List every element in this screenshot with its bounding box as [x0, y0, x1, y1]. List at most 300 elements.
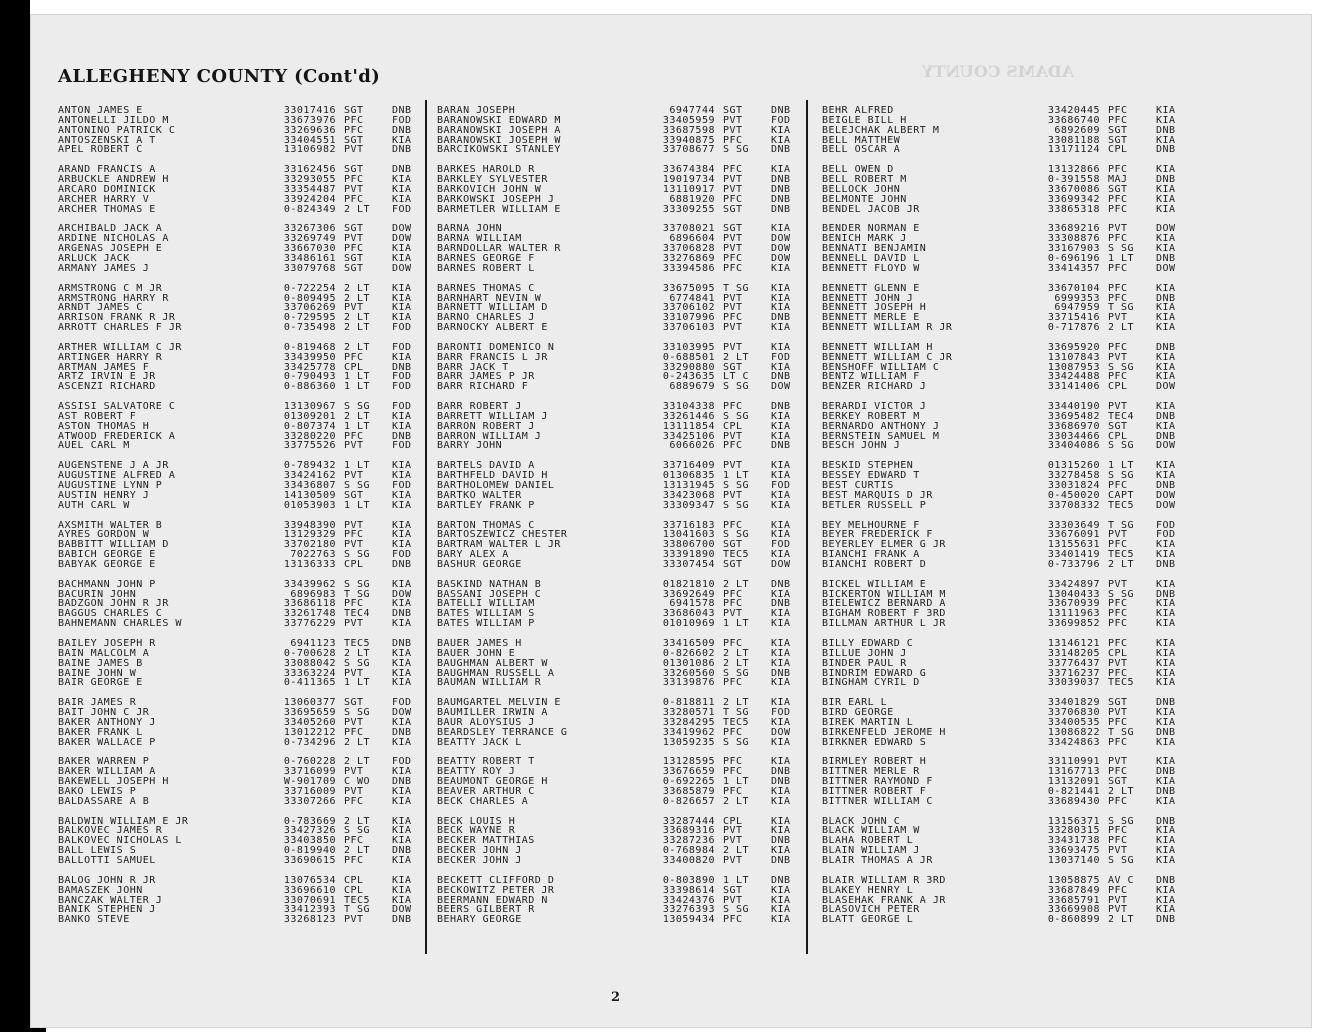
- roster-entry: [822, 412, 1190, 422]
- roster-entry: [58, 441, 426, 451]
- entry-serial: 33394586: [662, 262, 715, 274]
- entry-name: AXSMITH WALTER B: [58, 520, 163, 531]
- roster-entry: [437, 165, 805, 175]
- roster-entry: [822, 402, 1190, 412]
- entry-serial: 33363224: [283, 667, 336, 679]
- roster-entry: [822, 303, 1190, 313]
- entry-serial: 33424376: [662, 894, 715, 906]
- roster-entry: [822, 550, 1190, 560]
- roster-entry: [822, 728, 1190, 738]
- roster-entry: [437, 254, 805, 264]
- entry-name: BLACK WILLIAM W: [822, 826, 920, 837]
- entry-grade: 2 LT: [1108, 785, 1135, 797]
- entry-grade: PFC: [344, 598, 364, 610]
- entry-grade: S SG: [1108, 440, 1135, 452]
- roster-entry: [437, 264, 805, 274]
- entry-name: BARKOWSKI JOSEPH J: [437, 194, 555, 205]
- roster-entry: [58, 461, 426, 471]
- entry-serial: 13128595: [662, 756, 715, 768]
- entry-serial: 33309255: [662, 203, 715, 215]
- entry-status: DNB: [1156, 726, 1176, 738]
- entry-status: KIA: [1156, 736, 1176, 748]
- name-group: [58, 876, 426, 925]
- entry-name: BELEJCHAK ALBERT M: [822, 125, 940, 136]
- entry-grade: PVT: [1108, 845, 1128, 857]
- entry-status: KIA: [392, 302, 412, 314]
- entry-status: KIA: [392, 420, 412, 432]
- entry-serial: 33674384: [662, 164, 715, 176]
- entry-status: KIA: [1156, 243, 1176, 255]
- entry-grade: PFC: [1108, 736, 1128, 748]
- entry-status: KIA: [771, 697, 791, 709]
- name-group: [437, 402, 805, 451]
- name-group: [822, 757, 1190, 806]
- entry-status: KIA: [1156, 618, 1176, 630]
- entry-serial: 33715416: [1047, 312, 1100, 324]
- entry-grade: PVT: [1108, 312, 1128, 324]
- entry-grade: PFC: [1108, 292, 1128, 304]
- entry-serial: 33673976: [283, 114, 336, 126]
- entry-status: KIA: [392, 252, 412, 264]
- entry-serial: 13131945: [662, 480, 715, 491]
- entry-serial: 6889679: [669, 381, 715, 393]
- entry-name: BEYERLEY ELMER G JR: [822, 540, 946, 551]
- roster-entry: [58, 905, 426, 915]
- entry-name: BENNETT FLOYD W: [822, 263, 920, 274]
- entry-name: BITTNER RAYMOND F: [822, 777, 933, 787]
- entry-grade: PVT: [723, 174, 743, 186]
- entry-status: KIA: [1156, 647, 1176, 659]
- entry-serial: 13129329: [283, 529, 336, 541]
- entry-name: ARBUCKLE ANDREW H: [58, 175, 169, 185]
- entry-status: KIA: [771, 637, 791, 649]
- entry-name: BAIR JAMES R: [58, 698, 137, 709]
- roster-entry: [58, 550, 426, 560]
- entry-grade: T SG: [1108, 302, 1135, 314]
- entry-name: ARGENAS JOSEPH E: [58, 244, 163, 254]
- entry-serial: 33303649: [1047, 519, 1100, 531]
- entry-serial: 33307266: [283, 795, 336, 807]
- entry-name: BARKLEY SYLVESTER: [437, 175, 548, 185]
- entry-serial: 0-826657: [662, 795, 715, 807]
- entry-serial: 19019734: [662, 174, 715, 186]
- entry-status: KIA: [1156, 282, 1176, 294]
- roster-entry: [822, 343, 1190, 353]
- entry-grade: T SG: [1108, 726, 1135, 738]
- entry-grade: PFC: [1108, 262, 1128, 274]
- entry-serial: 33689216: [1047, 223, 1100, 235]
- entry-status: KIA: [1156, 539, 1176, 551]
- entry-serial: 33699852: [1047, 618, 1100, 630]
- entry-status: KIA: [392, 499, 412, 511]
- entry-name: BEHARY GEORGE: [437, 915, 522, 926]
- entry-serial: 7022763: [290, 549, 336, 561]
- entry-serial: 33669908: [1047, 904, 1100, 916]
- entry-serial: 33039037: [1047, 677, 1100, 689]
- entry-name: BICKEL WILLIAM E: [822, 579, 927, 590]
- entry-grade: PFC: [1108, 825, 1128, 837]
- entry-serial: 33110991: [1047, 756, 1100, 768]
- entry-name: BALDWIN WILLIAM E JR: [58, 816, 189, 827]
- roster-entry: [58, 136, 426, 146]
- roster-entry: [822, 767, 1190, 777]
- entry-grade: PVT: [344, 440, 364, 452]
- entry-name: BLASOVICH PETER: [822, 905, 920, 916]
- entry-grade: PFC: [723, 588, 743, 600]
- roster-entry: [58, 205, 426, 215]
- entry-name: BIRKENFELD JEROME H: [822, 727, 946, 738]
- roster-entry: [58, 787, 426, 797]
- entry-serial: 13012212: [283, 726, 336, 738]
- entry-grade: S SG: [344, 657, 371, 669]
- entry-grade: PFC: [723, 312, 743, 324]
- entry-grade: PFC: [1108, 667, 1128, 679]
- roster-entry: [58, 590, 426, 600]
- roster-entry: [437, 718, 805, 728]
- roster-entry: [822, 126, 1190, 136]
- entry-grade: S SG: [723, 736, 750, 748]
- name-group: [822, 876, 1190, 925]
- name-group: [437, 224, 805, 273]
- roster-entry: [822, 323, 1190, 333]
- entry-grade: S SG: [1108, 361, 1135, 373]
- entry-grade: PFC: [344, 855, 364, 866]
- name-group: [822, 284, 1190, 333]
- entry-grade: 2 LT: [723, 657, 750, 669]
- entry-grade: AV C: [1108, 874, 1135, 886]
- entry-status: FOD: [392, 401, 412, 413]
- roster-entry: [58, 106, 426, 116]
- entry-serial: 01010969: [662, 618, 715, 630]
- entry-grade: TEC4: [1108, 410, 1135, 422]
- entry-name: BARTRAM WALTER L JR: [437, 540, 561, 551]
- entry-serial: 6896604: [669, 233, 715, 245]
- entry-name: BANCZAK WALTER J: [58, 895, 163, 906]
- entry-status: KIA: [771, 410, 791, 422]
- entry-status: KIA: [771, 470, 791, 482]
- roster-entry: [58, 432, 426, 442]
- entry-status: KIA: [771, 549, 791, 561]
- entry-serial: 6999353: [1054, 292, 1100, 304]
- entry-name: BAKO LEWIS P: [58, 786, 137, 797]
- entry-serial: 33440190: [1047, 401, 1100, 413]
- roster-entry: [437, 826, 805, 836]
- entry-grade: PVT: [1108, 904, 1128, 916]
- entry-status: KIA: [392, 618, 412, 630]
- entry-grade: PFC: [1108, 884, 1128, 896]
- entry-serial: 33423068: [662, 489, 715, 501]
- entry-grade: CPL: [344, 874, 364, 886]
- roster-entry: [822, 195, 1190, 205]
- entry-status: DNB: [771, 578, 791, 590]
- entry-name: BABBITT WILLIAM D: [58, 540, 169, 551]
- entry-serial: 33924204: [283, 193, 336, 205]
- entry-grade: 1 LT: [723, 470, 750, 482]
- entry-status: FOD: [392, 756, 412, 768]
- entry-name: ARTHER WILLIAM C JR: [58, 342, 182, 353]
- entry-serial: 33689430: [1047, 795, 1100, 807]
- entry-status: DNB: [1156, 124, 1176, 136]
- entry-status: KIA: [392, 855, 412, 866]
- entry-serial: 33676091: [1047, 529, 1100, 541]
- entry-status: KIA: [392, 351, 412, 363]
- entry-grade: T SG: [344, 588, 371, 600]
- roster-entry: [58, 708, 426, 718]
- entry-name: ANTON JAMES E: [58, 106, 143, 116]
- entry-grade: PFC: [723, 637, 743, 649]
- roster-entry: [58, 343, 426, 353]
- entry-status: KIA: [1156, 233, 1176, 245]
- entry-grade: PFC: [1108, 114, 1128, 126]
- entry-status: KIA: [1156, 361, 1176, 373]
- entry-serial: 33708332: [1047, 499, 1100, 511]
- entry-status: DNB: [1156, 292, 1176, 304]
- roster-entry: [822, 422, 1190, 432]
- entry-grade: TEC5: [1108, 677, 1135, 689]
- entry-name: ARTMAN JAMES F: [58, 362, 150, 373]
- roster-entry: [822, 619, 1190, 629]
- entry-name: BATELLI WILLIAM: [437, 599, 535, 610]
- entry-serial: 0-809495: [283, 292, 336, 304]
- entry-grade: TEC5: [344, 637, 371, 649]
- entry-status: KIA: [392, 183, 412, 195]
- entry-serial: 33686043: [662, 608, 715, 620]
- entry-name: ARCARO DOMINICK: [58, 184, 156, 195]
- entry-grade: PFC: [1108, 164, 1128, 176]
- entry-name: BARCIKOWSKI STANLEY: [437, 145, 561, 156]
- entry-status: KIA: [1156, 855, 1176, 866]
- entry-serial: 33276393: [662, 904, 715, 916]
- entry-status: DNB: [771, 401, 791, 413]
- roster-entry: [58, 234, 426, 244]
- entry-name: BERKEY ROBERT M: [822, 411, 920, 422]
- roster-entry: [58, 412, 426, 422]
- entry-status: DNB: [1156, 914, 1176, 926]
- roster-entry: [437, 886, 805, 896]
- roster-entry: [822, 560, 1190, 570]
- entry-grade: SGT: [1108, 776, 1128, 788]
- entry-grade: PVT: [344, 183, 364, 195]
- entry-status: KIA: [1156, 105, 1176, 116]
- entry-name: ANTONINO PATRICK C: [58, 125, 176, 136]
- entry-status: KIA: [1156, 716, 1176, 728]
- entry-name: BAKER WARREN P: [58, 757, 150, 768]
- entry-grade: PFC: [723, 726, 743, 738]
- entry-name: BAINE JOHN W: [58, 668, 137, 679]
- roster-entry: [437, 599, 805, 609]
- entry-serial: 33865318: [1047, 203, 1100, 215]
- entry-serial: 33269749: [283, 233, 336, 245]
- roster-entry: [822, 876, 1190, 886]
- entry-serial: 33287444: [662, 815, 715, 827]
- name-group: [822, 461, 1190, 510]
- entry-name: BEHR ALFRED: [822, 106, 894, 116]
- entry-serial: 33088042: [283, 657, 336, 669]
- entry-grade: PFC: [1108, 480, 1128, 491]
- roster-entry: [437, 678, 805, 688]
- entry-name: ARNDT JAMES C: [58, 303, 143, 314]
- roster-entry: [822, 175, 1190, 185]
- entry-name: ARMSTRONG HARRY R: [58, 293, 169, 304]
- entry-status: KIA: [1156, 470, 1176, 482]
- entry-serial: 33424863: [1047, 736, 1100, 748]
- roster-entry: [437, 590, 805, 600]
- entry-status: DOW: [1156, 440, 1176, 452]
- entry-name: BIRKNER EDWARD S: [822, 737, 927, 748]
- scan-edge-left: [0, 0, 30, 1032]
- entry-status: DOW: [392, 262, 412, 274]
- entry-serial: 33695920: [1047, 341, 1100, 353]
- entry-serial: 0-886360: [283, 381, 336, 393]
- entry-grade: 2 LT: [723, 795, 750, 807]
- entry-status: FOD: [392, 203, 412, 215]
- roster-entry: [822, 678, 1190, 688]
- entry-grade: T SG: [1108, 519, 1135, 531]
- roster-entry: [437, 876, 805, 886]
- entry-name: ARAND FRANCIS A: [58, 165, 156, 176]
- entry-grade: PFC: [723, 785, 743, 797]
- roster-entry: [437, 234, 805, 244]
- entry-serial: 33424897: [1047, 578, 1100, 590]
- entry-status: FOD: [771, 480, 791, 491]
- entry-serial: 33716409: [662, 460, 715, 472]
- entry-grade: S SG: [723, 667, 750, 679]
- entry-status: DNB: [771, 312, 791, 324]
- entry-grade: SGT: [723, 105, 743, 116]
- entry-status: KIA: [392, 716, 412, 728]
- entry-grade: S SG: [344, 549, 371, 561]
- roster-entry: [437, 471, 805, 481]
- entry-status: DNB: [392, 776, 412, 788]
- name-group: [437, 639, 805, 688]
- entry-status: KIA: [1156, 351, 1176, 363]
- roster-entry: [822, 718, 1190, 728]
- entry-serial: 33269636: [283, 124, 336, 136]
- entry-grade: SGT: [723, 361, 743, 373]
- roster-entry: [437, 116, 805, 126]
- entry-name: BILLMAN ARTHUR L JR: [822, 619, 946, 629]
- entry-name: BACURIN JOHN: [58, 589, 137, 600]
- entry-status: KIA: [771, 519, 791, 531]
- entry-grade: CPL: [1108, 647, 1128, 659]
- entry-status: DNB: [1156, 174, 1176, 186]
- entry-serial: 13146121: [1047, 637, 1100, 649]
- roster-entry: [58, 402, 426, 412]
- entry-name: BARANOWSKI JOSEPH A: [437, 125, 561, 136]
- entry-status: DOW: [392, 223, 412, 235]
- entry-serial: 33806700: [662, 539, 715, 551]
- entry-status: DNB: [1156, 785, 1176, 797]
- entry-name: BARTHOLOMEW DANIEL: [437, 481, 555, 491]
- column-divider: [806, 100, 808, 954]
- entry-grade: SGT: [723, 558, 743, 570]
- entry-name: BEY MELHOURNE F: [822, 520, 920, 531]
- entry-grade: S SG: [344, 401, 371, 413]
- roster-entry: [58, 599, 426, 609]
- entry-serial: 33676659: [662, 766, 715, 778]
- roster-entry: [822, 372, 1190, 382]
- entry-serial: 33693475: [1047, 845, 1100, 857]
- entry-status: FOD: [771, 114, 791, 126]
- entry-grade: PFC: [344, 529, 364, 541]
- entry-serial: 33398614: [662, 884, 715, 896]
- entry-serial: 6892609: [1054, 124, 1100, 136]
- name-group: [822, 639, 1190, 688]
- entry-status: DNB: [1156, 341, 1176, 353]
- entry-name: BLAHA ROBERT L: [822, 836, 914, 847]
- entry-status: DNB: [1156, 410, 1176, 422]
- entry-grade: PFC: [1108, 341, 1128, 353]
- entry-status: DNB: [1156, 480, 1176, 491]
- entry-status: KIA: [771, 894, 791, 906]
- entry-grade: LT C: [723, 371, 750, 383]
- entry-name: BARKES HAROLD R: [437, 165, 535, 176]
- entry-grade: PVT: [344, 302, 364, 314]
- roster-entry: [437, 175, 805, 185]
- entry-serial: 13058875: [1047, 874, 1100, 886]
- entry-serial: 0-700628: [283, 647, 336, 659]
- entry-serial: 33776229: [283, 618, 336, 630]
- entry-serial: 33708021: [662, 223, 715, 235]
- name-group: [822, 402, 1190, 451]
- entry-name: BIANCHI ROBERT D: [822, 559, 927, 570]
- roster-entry: [822, 313, 1190, 323]
- bleed-through-text: ADAMS COUNTY: [922, 62, 1075, 81]
- roster-entry: [58, 422, 426, 432]
- entry-name: BIGHAM ROBERT F 3RD: [822, 609, 946, 620]
- roster-entry: [437, 738, 805, 748]
- entry-grade: PFC: [723, 519, 743, 531]
- entry-name: BENNETT WILLIAM R JR: [822, 323, 953, 333]
- roster-entry: [58, 530, 426, 540]
- entry-name: BENSHOFF WILLIAM C: [822, 362, 940, 373]
- entry-name: BAKER FRANK L: [58, 727, 143, 738]
- entry-name: BLAKEY HENRY L: [822, 885, 914, 896]
- entry-status: FOD: [1156, 519, 1176, 531]
- entry-grade: PVT: [1108, 401, 1128, 413]
- entry-grade: 2 LT: [723, 697, 750, 709]
- entry-serial: 6941578: [669, 598, 715, 610]
- entry-status: DNB: [771, 144, 791, 156]
- entry-name: AUGENSTENE J A JR: [58, 461, 169, 472]
- roster-entry: [822, 136, 1190, 146]
- entry-status: KIA: [392, 312, 412, 324]
- entry-name: BARRON ROBERT J: [437, 421, 535, 432]
- entry-name: BARMETLER WILLIAM E: [437, 204, 561, 215]
- entry-name: BECK CHARLES A: [437, 796, 529, 807]
- entry-name: BIREK MARTIN L: [822, 717, 914, 728]
- name-group: [822, 224, 1190, 273]
- entry-grade: CPL: [344, 558, 364, 570]
- entry-name: BEERS GILBERT R: [437, 905, 535, 916]
- entry-status: KIA: [1156, 756, 1176, 768]
- entry-grade: SGT: [723, 223, 743, 235]
- entry-name: ARCHIBALD JACK A: [58, 224, 163, 235]
- entry-serial: 0-717876: [1047, 322, 1100, 334]
- entry-serial: 13059235: [662, 736, 715, 748]
- entry-status: KIA: [1156, 707, 1176, 719]
- entry-grade: PVT: [344, 233, 364, 245]
- roster-entry: [58, 145, 426, 155]
- roster-entry: [58, 609, 426, 619]
- entry-name: BIELEWICZ BERNARD A: [822, 599, 946, 610]
- entry-serial: 33017416: [283, 105, 336, 116]
- entry-grade: 2 LT: [1108, 914, 1135, 926]
- roster-entry: [822, 382, 1190, 392]
- entry-serial: 13167713: [1047, 766, 1100, 778]
- entry-serial: 33692649: [662, 588, 715, 600]
- entry-status: KIA: [771, 223, 791, 235]
